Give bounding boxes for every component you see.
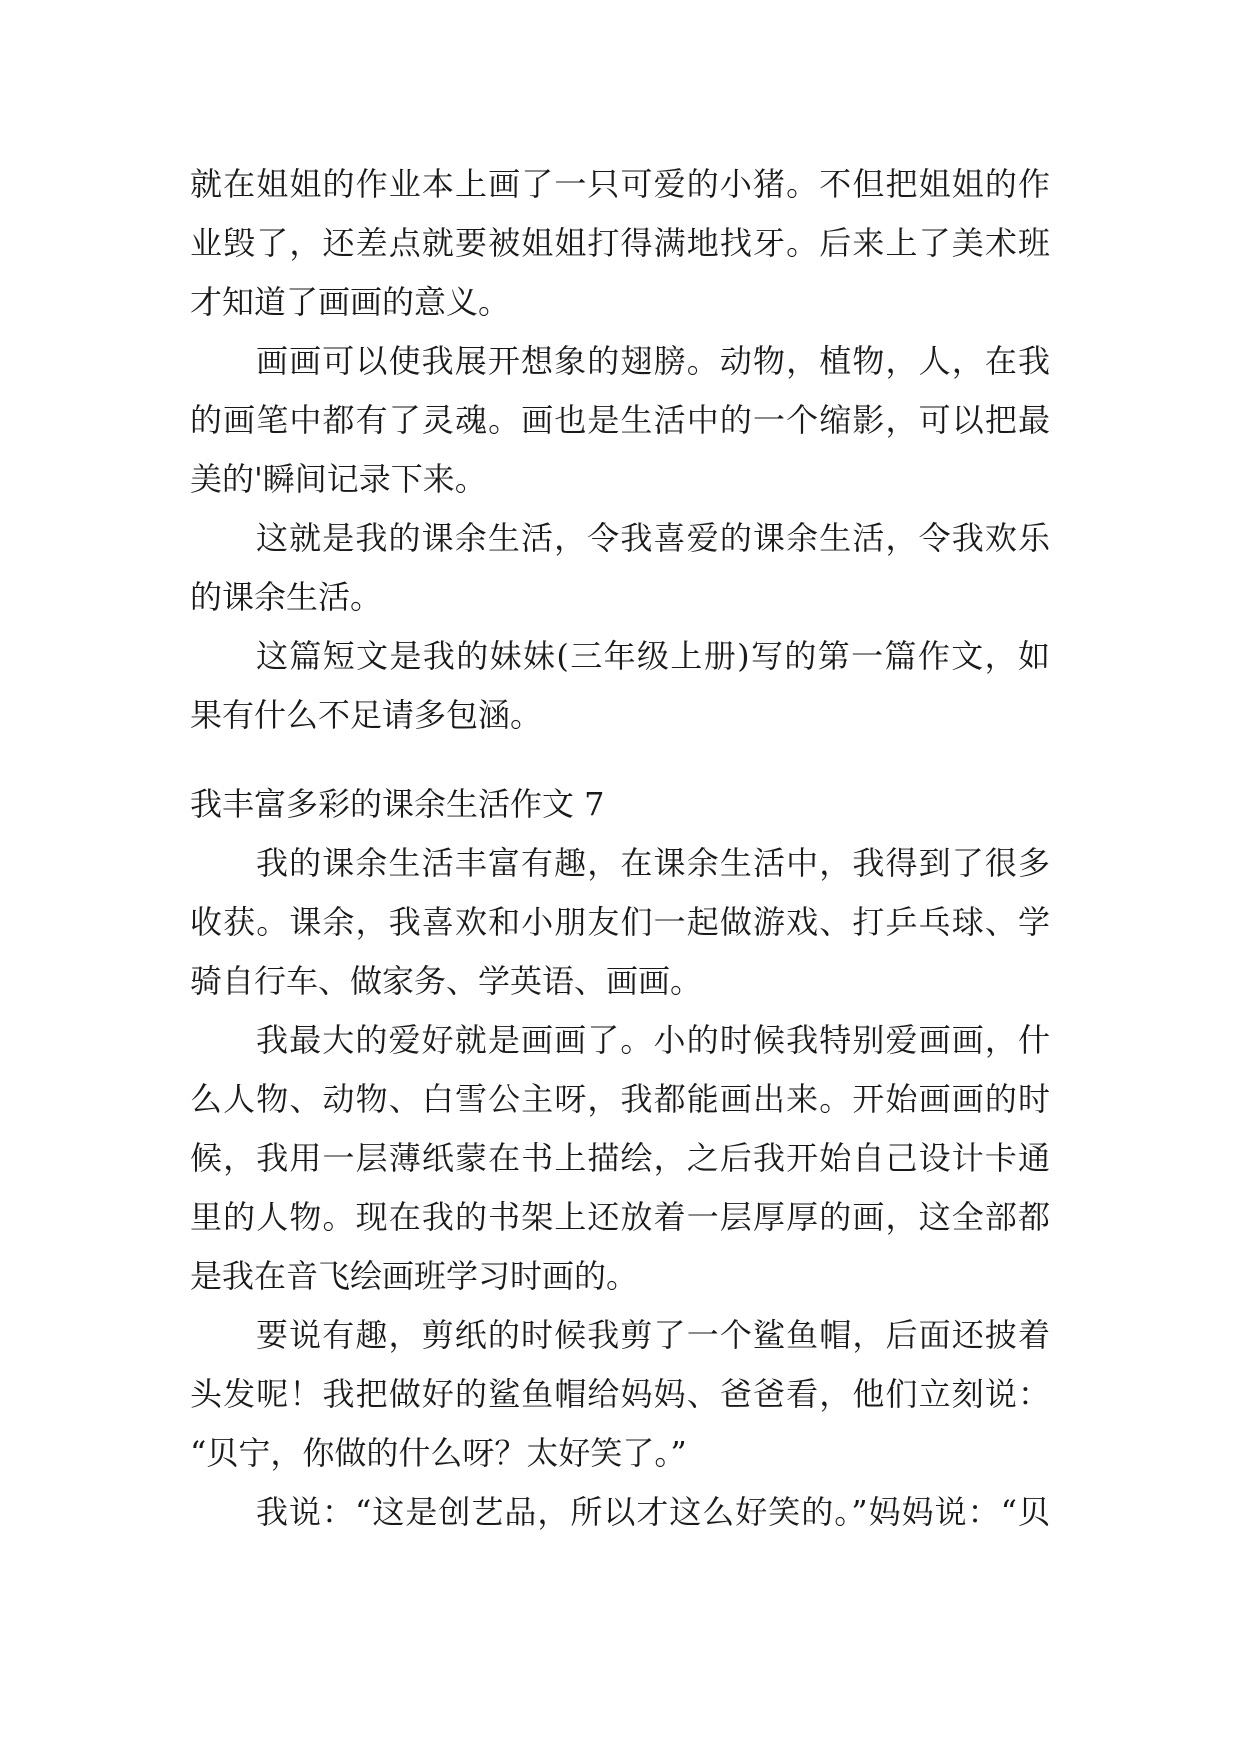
- paragraph-line: 果有什么不足请多包涵。: [190, 696, 543, 734]
- paragraph-line: 骑自行车、做家务、学英语、画画。: [190, 962, 703, 1000]
- paragraph-line: 里的人物。现在我的书架上还放着一层厚厚的画，这全部都: [190, 1198, 1050, 1236]
- section-title: 我丰富多彩的课余生活作文 7: [190, 785, 605, 823]
- paragraph-line: 我说：“这是创艺品，所以才这么好笑的。”妈妈说：“贝: [256, 1493, 1050, 1531]
- paragraph-line: 候，我用一层薄纸蒙在书上描绘，之后我开始自己设计卡通: [190, 1139, 1050, 1177]
- paragraph-line: 是我在音飞绘画班学习时画的。: [190, 1257, 639, 1295]
- paragraph-line: 这就是我的课余生活，令我喜爱的课余生活，令我欢乐: [256, 519, 1050, 557]
- paragraph-line: 这篇短文是我的妹妹(三年级上册)写的第一篇作文，如: [256, 637, 1050, 675]
- paragraph-line: 要说有趣，剪纸的时候我剪了一个鲨鱼帽，后面还披着: [256, 1316, 1050, 1354]
- paragraph-line: 我的课余生活丰富有趣，在课余生活中，我得到了很多: [256, 844, 1050, 882]
- paragraph-line: “贝宁，你做的什么呀？太好笑了。”: [190, 1434, 687, 1472]
- paragraph-line: 么人物、动物、白雪公主呀，我都能画出来。开始画画的时: [190, 1080, 1050, 1118]
- paragraph-line: 我最大的爱好就是画画了。小的时候我特别爱画画，什: [256, 1021, 1050, 1059]
- paragraph-line: 美的'瞬间记录下来。: [190, 460, 487, 498]
- paragraph-line: 的画笔中都有了灵魂。画也是生活中的一个缩影，可以把最: [190, 401, 1050, 439]
- paragraph-line: 头发呢！我把做好的鲨鱼帽给妈妈、爸爸看，他们立刻说：: [190, 1375, 1050, 1413]
- paragraph-line: 业毁了，还差点就要被姐姐打得满地找牙。后来上了美术班: [190, 224, 1050, 262]
- paragraph-line: 就在姐姐的作业本上画了一只可爱的小猪。不但把姐姐的作: [190, 165, 1050, 203]
- paragraph-line: 收获。课余，我喜欢和小朋友们一起做游戏、打乒乓球、学: [190, 903, 1050, 941]
- paragraph-line: 的课余生活。: [190, 578, 383, 616]
- paragraph-line: 才知道了画画的意义。: [190, 283, 511, 321]
- article-body-section: [190, 834, 1050, 1542]
- article-body-top: [190, 155, 1050, 745]
- paragraph-line: 画画可以使我展开想象的翅膀。动物，植物，人，在我: [256, 342, 1050, 380]
